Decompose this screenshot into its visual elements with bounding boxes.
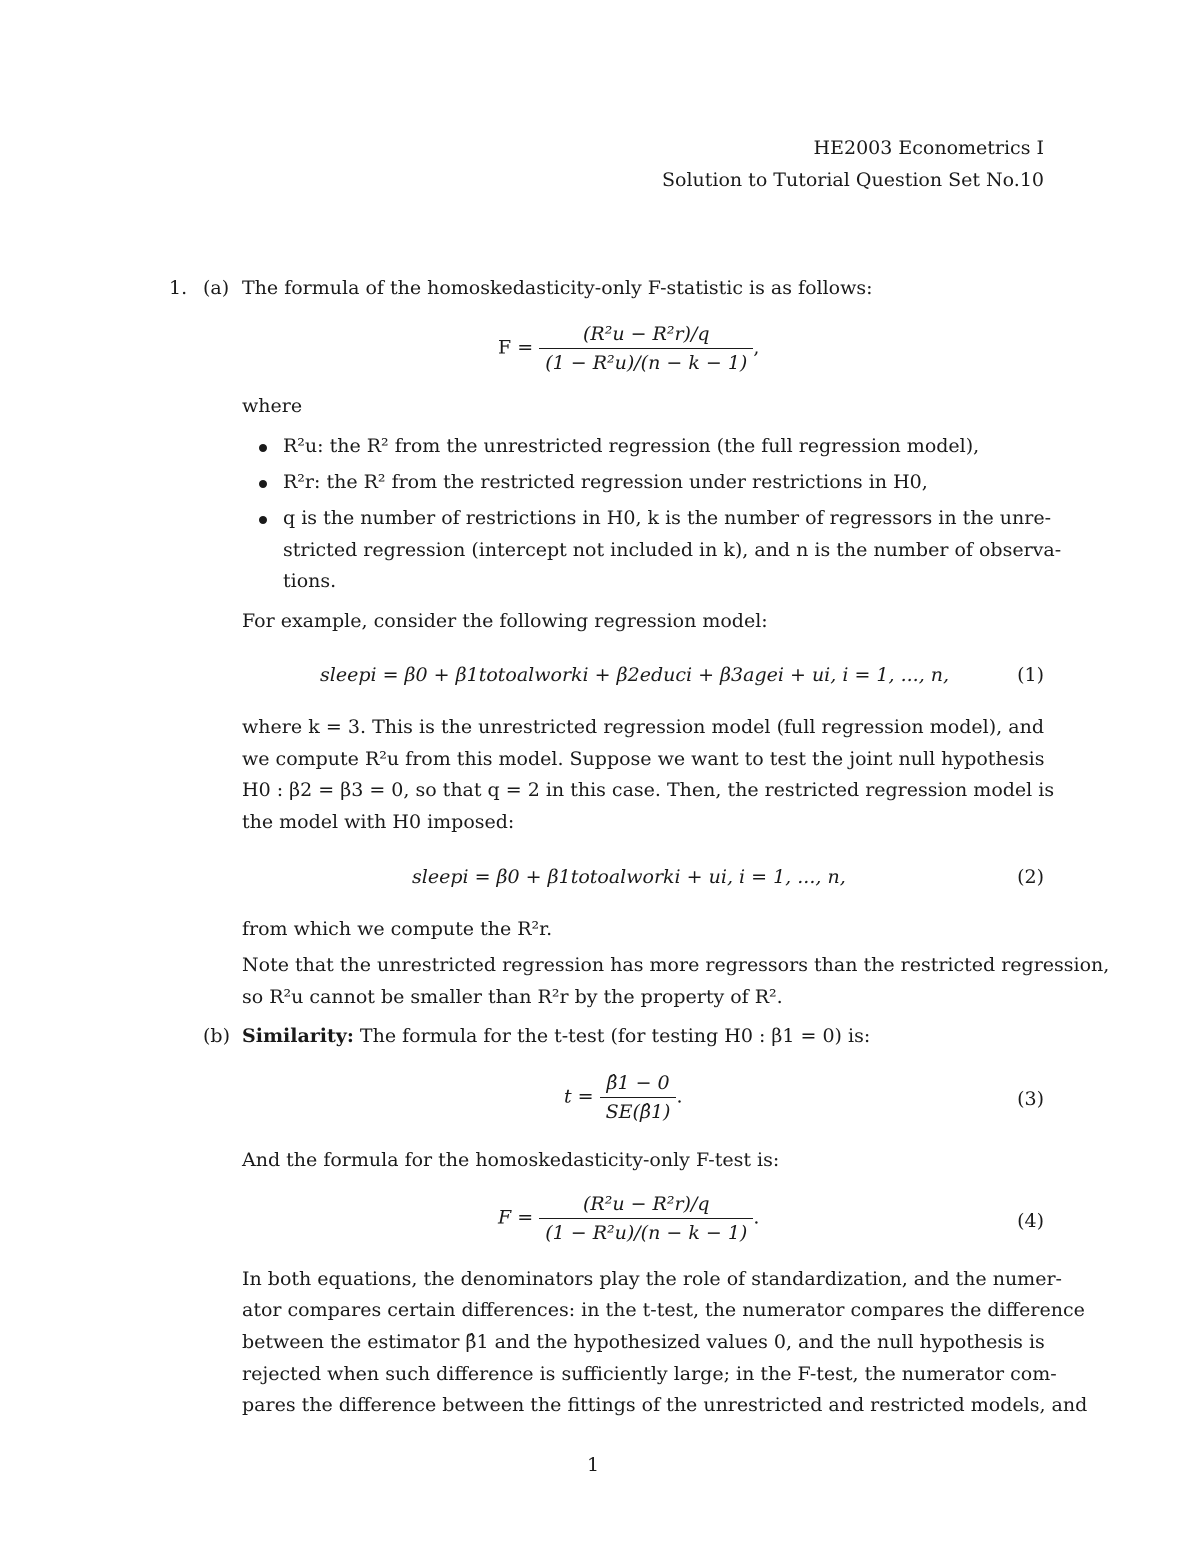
course-header: HE2003 Econometrics I [813,137,1044,159]
t-formula-end: . [676,1085,683,1108]
bullet-q-line1: q is the number of restrictions in H0, k is the number of regressors in the unre- [283,507,1051,529]
para1-line1: where k = 3. This is the unrestricted regression model (full regression model), and [242,716,1044,738]
bullet-ru: R²u: the R² from the unrestricted regression (the full regression model), [283,435,980,457]
part-b-para-line2: ator compares certain differences: in the t-test, the numerator compares the difference [242,1299,1085,1321]
part-a-label: (a) [203,277,230,299]
t-formula [564,1071,683,1124]
f-test-denominator: (1 − R²u)/(n − k − 1) [539,1218,753,1245]
after-eq2: from which we compute the R²r. [242,918,553,940]
bullet-rr: R²r: the R² from the restricted regression under restrictions in H0, [283,471,928,493]
document-title: Solution to Tutorial Question Set No.10 [661,169,1044,191]
bullet-q-line2: stricted regression (intercept not included in k), and n is the number of observa- [283,539,1062,561]
f-test-numerator: (R²u − R²r)/q [582,1193,710,1215]
bullet-dot [259,516,267,524]
equation-2: sleepi = β0 + β1totoalworki + ui, i = 1, ..., n, [412,866,846,888]
equation-1-number: (1) [1017,664,1044,686]
para1-line2: we compute R²u from this model. Suppose we want to test the joint null hypothesis [242,748,1045,770]
f-test-end: . [753,1206,760,1229]
f-test-formula [498,1192,759,1245]
similarity-lead: Similarity: [242,1025,354,1047]
note-line2: so R²u cannot be smaller than R²r by the property of R². [242,986,783,1008]
f-formula [498,322,759,375]
equation-3-number: (3) [1017,1088,1044,1110]
t-formula-denominator: SE(β̂1) [600,1097,677,1124]
equation-2-number: (2) [1017,866,1044,888]
question-number: 1. [169,277,188,299]
example-intro: For example, consider the following regression model: [242,610,768,632]
part-b-label: (b) [203,1025,230,1047]
f-formula-lhs: F = [498,336,534,359]
f-formula-end: , [753,336,760,359]
part-b-para-line1: In both equations, the denominators play the role of standardization, and the numer- [242,1268,1062,1290]
note-line1: Note that the unrestricted regression has more regressors than the restricted regression, [242,954,1110,976]
part-b-intro-line [242,1024,1044,1048]
equation-4-number: (4) [1017,1210,1044,1232]
equation-1: sleepi = β0 + β1totoalworki + β2educi + β3agei + ui, i = 1, ..., n, [320,664,950,686]
bullet-dot [259,444,267,452]
para1-line3: H0 : β2 = β3 = 0, so that q = 2 in this case. Then, the restricted regression model is [242,779,1055,801]
t-formula-lhs: t = [564,1085,594,1108]
f-formula-numerator: (R²u − R²r)/q [582,323,710,345]
page-number: 1 [586,1454,600,1476]
where-label: where [242,395,303,417]
f-formula-denominator: (1 − R²u)/(n − k − 1) [539,348,753,375]
f-formula-fraction [539,322,753,375]
part-a-intro: The formula of the homoskedasticity-only F-statistic is as follows: [242,277,873,299]
t-formula-fraction [600,1071,677,1124]
part-b-para-line5: pares the difference between the fittings of the unrestricted and restricted models, and [242,1394,1088,1416]
part-b-intro: The formula for the t-test (for testing H0 : β1 = 0) is: [359,1025,871,1047]
f-test-lhs: F = [498,1206,534,1229]
f-test-intro: And the formula for the homoskedasticity-only F-test is: [242,1149,780,1171]
para1-line4: the model with H0 imposed: [242,811,515,833]
part-b-para-line3: between the estimator β̂1 and the hypothesized values 0, and the null hypothesis is [242,1331,1045,1353]
f-test-fraction [539,1192,753,1245]
t-formula-numerator: β̂1 − 0 [606,1072,670,1094]
part-b-para-line4: rejected when such difference is sufficiently large; in the F-test, the numerator com- [242,1363,1057,1385]
bullet-dot [259,480,267,488]
bullet-q-line3: tions. [283,570,337,592]
